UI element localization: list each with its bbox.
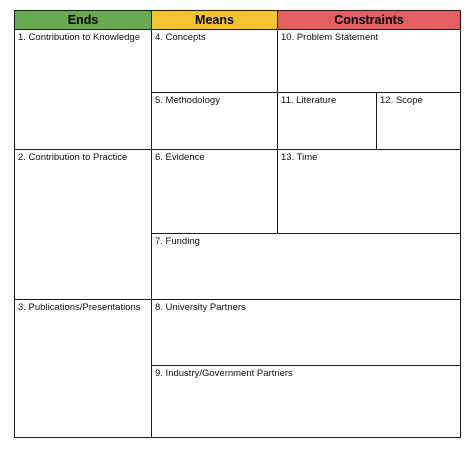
methodology-cell	[151, 92, 278, 150]
problem-statement-cell	[277, 29, 461, 93]
contribution-knowledge-cell	[14, 29, 152, 150]
time-cell	[277, 149, 461, 234]
evidence-label: 6. Evidence	[155, 152, 205, 163]
contribution-practice-cell	[14, 149, 152, 300]
funding-cell	[151, 233, 461, 300]
scope-cell	[376, 92, 461, 150]
contribution-knowledge-label: 1. Contribution to Knowledge	[18, 32, 140, 43]
research-canvas-grid	[14, 10, 461, 438]
funding-label: 7. Funding	[155, 236, 200, 247]
contribution-practice-label: 2. Contribution to Practice	[18, 152, 128, 163]
methodology-label: 5. Methodology	[155, 95, 220, 106]
problem-statement-label: 10. Problem Statement	[281, 32, 379, 43]
publications-label: 3. Publications/Presentations	[18, 302, 141, 313]
concepts-cell	[151, 29, 278, 93]
evidence-cell	[151, 149, 278, 234]
publications-cell	[14, 299, 152, 438]
means-header	[151, 10, 278, 30]
time-label: 13. Time	[281, 152, 318, 163]
industry-partners-cell	[151, 365, 461, 438]
university-partners-label: 8. University Partners	[155, 302, 246, 313]
ends-header	[14, 10, 152, 30]
concepts-label: 4. Concepts	[155, 32, 206, 43]
literature-cell	[277, 92, 377, 150]
constraints-header	[277, 10, 461, 30]
constraints-header-label: Constraints	[334, 13, 404, 27]
literature-label: 11. Literature	[281, 95, 337, 106]
university-partners-cell	[151, 299, 461, 366]
ends-header-label: Ends	[67, 13, 99, 27]
means-header-label: Means	[195, 13, 234, 27]
scope-label: 12. Scope	[380, 95, 423, 106]
industry-partners-label: 9. Industry/Government Partners	[155, 368, 293, 379]
